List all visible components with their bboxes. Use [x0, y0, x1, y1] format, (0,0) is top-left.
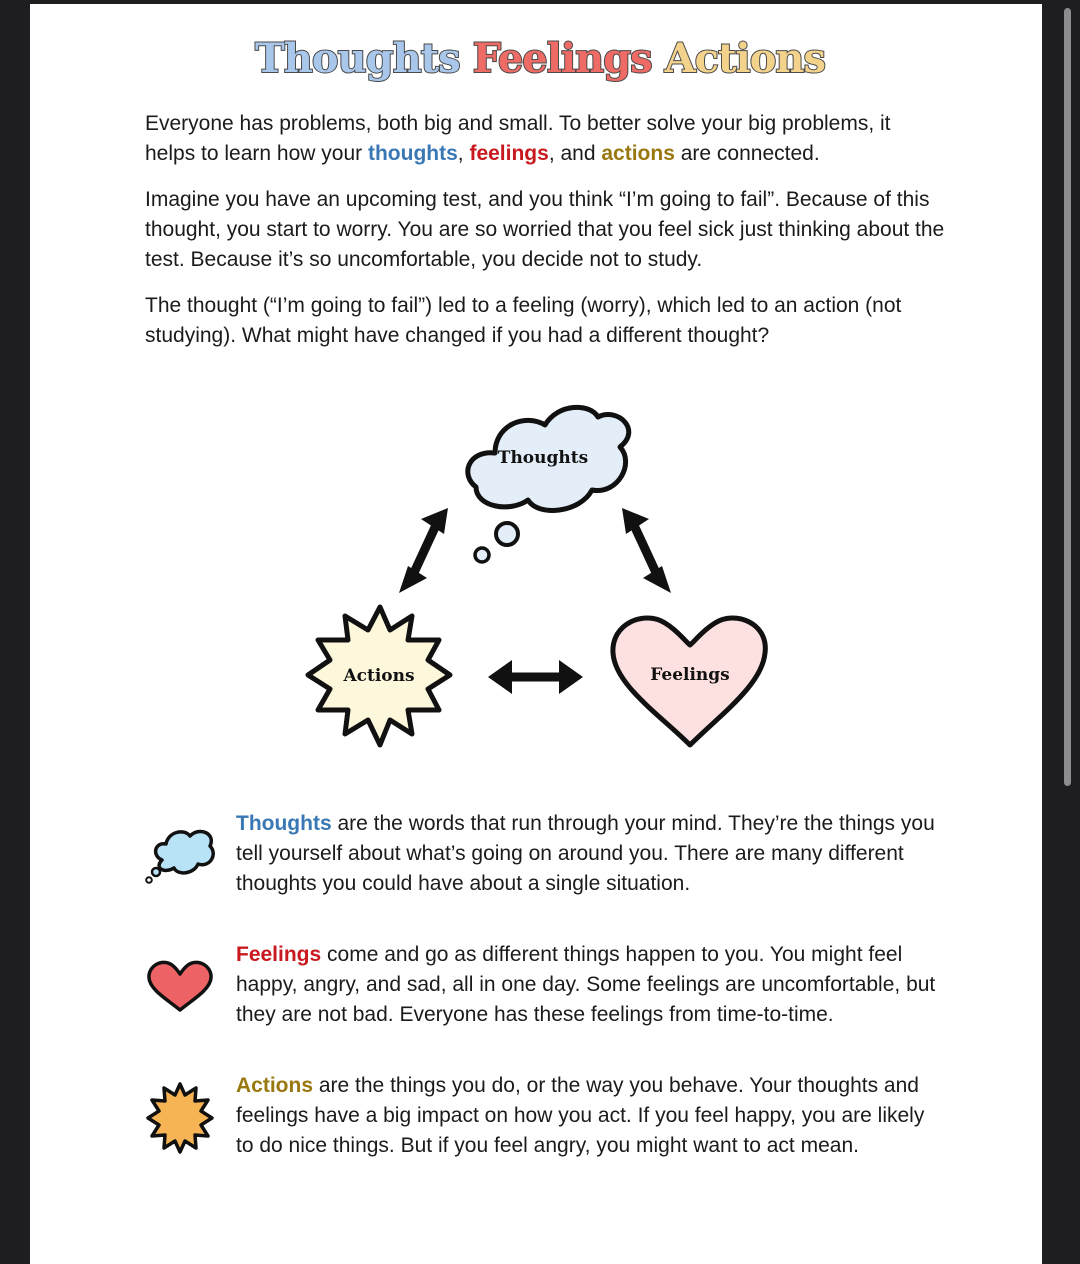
diagram-arrow-thoughts-feelings [622, 508, 671, 593]
definition-term-actions: Actions [236, 1074, 314, 1097]
heart-icon [140, 950, 220, 1030]
definition-text-thoughts: are the words that run through your mind. They’re the things you tell yourself about what’s going on around you. There are many different thoughts you could have about a single situation. [236, 812, 935, 895]
thought-cloud-icon [140, 820, 220, 900]
keyword-actions: actions [601, 142, 675, 165]
keyword-feelings: feelings [469, 142, 549, 165]
scrollbar-thumb[interactable] [1064, 8, 1071, 786]
intro-comma: , [457, 142, 470, 165]
intro-and: , and [548, 142, 602, 165]
intro-text: Everyone has problems, both big and small. To better solve your big problems, it helps to learn how your [145, 112, 891, 165]
diagram-actions-starburst [308, 607, 450, 745]
keyword-thoughts: thoughts [367, 142, 458, 165]
definition-actions [236, 1071, 946, 1161]
definition-term-thoughts: Thoughts [236, 812, 332, 835]
diagram-actions-label: Actions [343, 666, 415, 686]
starburst-icon [140, 1078, 220, 1158]
diagram-feelings-label: Feelings [650, 665, 730, 685]
diagram-feelings-heart [613, 618, 765, 745]
definition-term-feelings: Feelings [236, 943, 322, 966]
page-title [0, 34, 1080, 84]
diagram-arrow-thoughts-actions [399, 508, 448, 593]
definition-feelings [236, 940, 946, 1030]
title-feelings: Feelings [472, 35, 652, 82]
intro-end: are connected. [674, 142, 820, 165]
definition-text-feelings: come and go as different things happen to you. You might feel happy, angry, and sad, all in one day. Some feelings are uncomfortable, but they are not bad. Everyone has these feelings from time-to-time. [236, 943, 936, 1026]
definition-thoughts [236, 809, 946, 899]
title-thoughts: Thoughts [255, 35, 460, 82]
definition-text-actions: are the things you do, or the way you behave. Your thoughts and feelings have a big impact on how you act. If you feel happy, you are likely to do nice things. But if you feel angry, you might want to act mean. [236, 1074, 925, 1157]
diagram-arrow-actions-feelings [488, 660, 583, 694]
diagram-thought-cloud [468, 407, 629, 562]
intro-paragraph-2: Imagine you have an upcoming test, and you think “I’m going to fail”. Because of this thought, you start to worry. You are so worried that you feel sick just thinking about the test. Because it’s so uncomfortable, you decide not to study. [145, 188, 945, 271]
intro-paragraph-1 [145, 109, 945, 169]
diagram-thoughts-label: Thoughts [497, 448, 589, 468]
thoughts-feelings-actions-diagram [300, 395, 780, 760]
intro-paragraph-3: The thought (“I’m going to fail”) led to a feeling (worry), which led to an action (not studying). What might have changed if you had a different thought? [145, 294, 902, 347]
title-actions: Actions [664, 35, 825, 82]
